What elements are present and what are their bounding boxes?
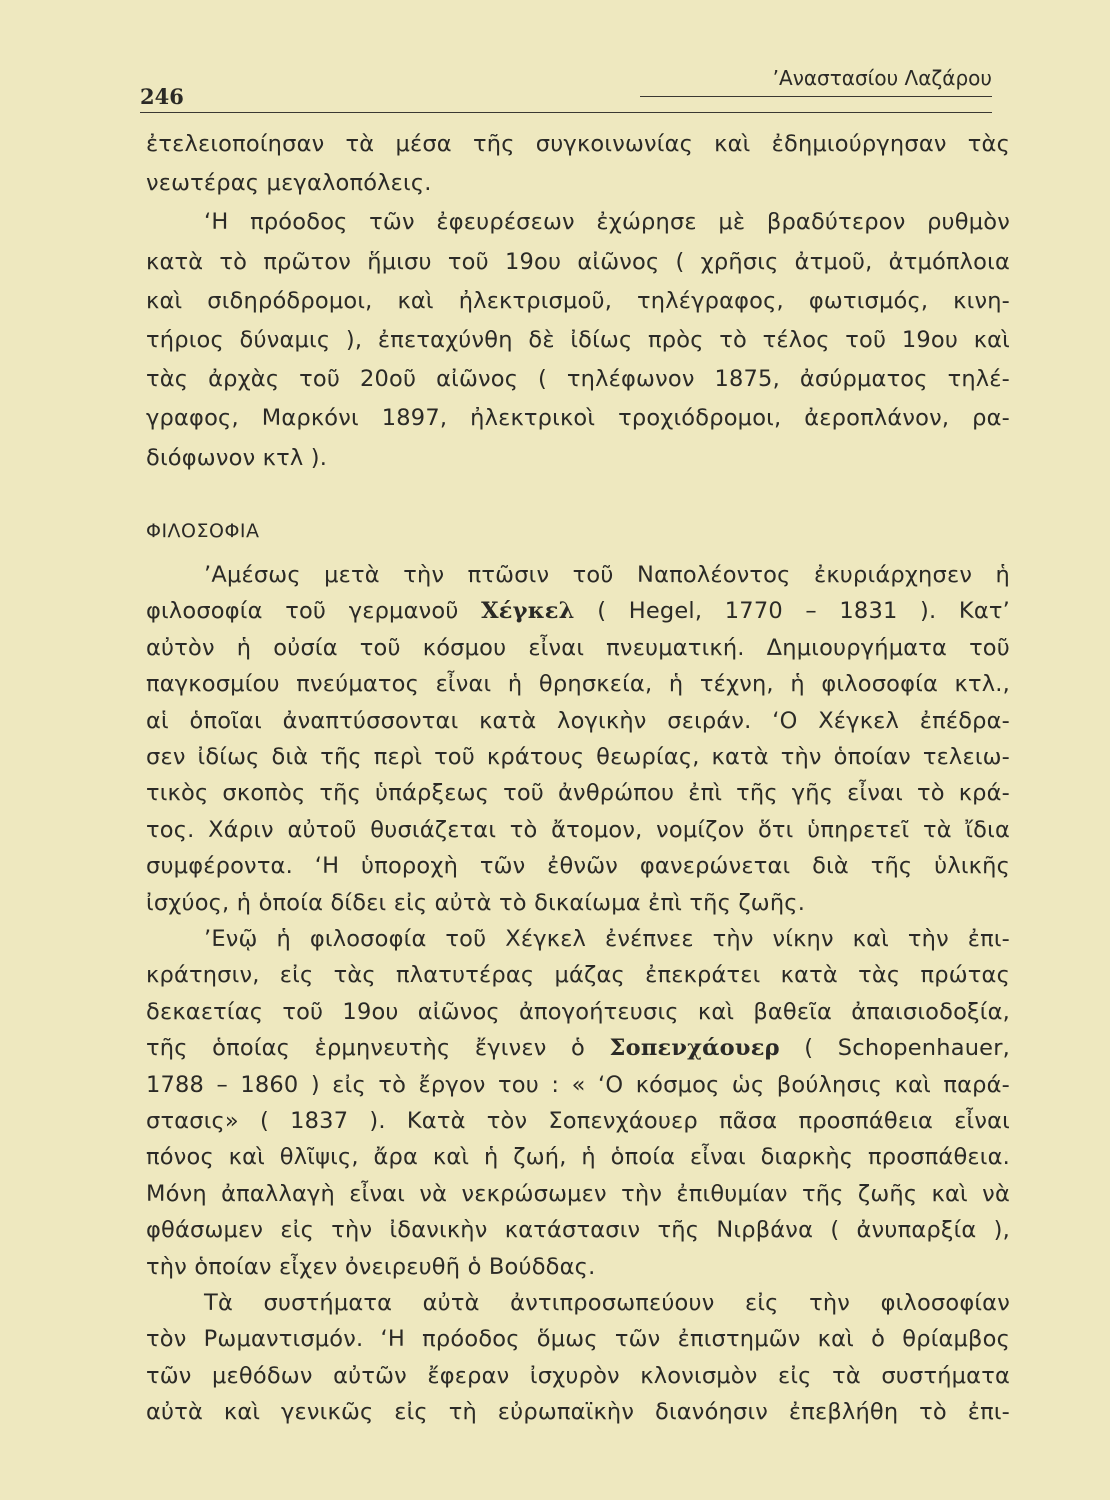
text-line: κράτησιν, εἰς τὰς πλατυτέρας μάζας ἐπεκράτει κατὰ τὰς πρώτας (146, 962, 1010, 989)
text-line: τὸν Ρωμαντισμόν. ‘Η πρόοδος ὅμως τῶν ἐπιστημῶν καὶ ὁ θρίαμβος (146, 1326, 1010, 1353)
text-segment: ( Schopenhauer, (779, 1035, 1010, 1062)
text-line: σεν ἰδίως διὰ τῆς περὶ τοῦ κράτους θεωρίας, κατὰ τὴν ὁποίαν τελειω- (146, 744, 1010, 770)
text-line: ‘Η πρόοδος τῶν ἐφευρέσεων ἐχώρησε μὲ βραδύτερον ρυθμὸν (204, 209, 1010, 236)
text-line: παγκοσμίου πνεύματος εἶναι ἡ θρησκεία, ἡ τέχνη, ἡ φιλοσοφία κτλ., (146, 671, 1010, 698)
text-line: τος. Χάριν αὐτοῦ θυσιάζεται τὸ ἄτομον, νομίζον ὅτι ὑπηρετεῖ τὰ ἴδια (146, 816, 1010, 843)
text-line (146, 1035, 1010, 1061)
text-line: πόνος καὶ θλῖψις, ἄρα καὶ ἡ ζωή, ἡ ὁποία εἶναι διαρκὴς προσπάθεια. (146, 1144, 1010, 1171)
text-line: τῶν μεθόδων αὐτῶν ἔφεραν ἰσχυρὸν κλονισμὸν εἰς τὰ συστήματα (146, 1362, 1010, 1389)
text-line: καὶ σιδηρόδρομοι, καὶ ἠλεκτρισμοῦ, τηλέγραφος, φωτισμός, κινη- (146, 287, 1010, 314)
header-rule-upper (640, 96, 992, 97)
bold-name: Σοπενχάουερ (609, 1035, 780, 1062)
text-segment: φιλοσοφία τοῦ γερμανοῦ (146, 598, 482, 625)
text-line: Μόνη ἀπαλλαγὴ εἶναι νὰ νεκρώσωμεν τὴν ἐπιθυμίαν τῆς ζωῆς καὶ νὰ (146, 1180, 1010, 1207)
text-line: αὐτὰ καὶ γενικῶς εἰς τὴ εὐρωπαϊκὴν διανόησιν ἐπεβλήθη τὸ ἐπι- (146, 1399, 1010, 1426)
text-line: ’Αμέσως μετὰ τὴν πτῶσιν τοῦ Ναπολέοντος ἐκυριάρχησεν ἡ (204, 562, 1010, 588)
text-line: ἰσχύος, ἡ ὁποία δίδει εἰς αὐτὰ τὸ δικαίωμα ἐπὶ τῆς ζωῆς. (146, 889, 806, 916)
section-heading: ΦΙΛΟΣΟΦΙΑ (146, 520, 260, 542)
text-line: Τὰ συστήματα αὐτὰ ἀντιπροσωπεύουν εἰς τὴν φιλοσοφίαν (204, 1290, 1010, 1316)
bold-name: Χέγκελ (481, 598, 575, 625)
text-line: στασις» ( 1837 ). Κατὰ τὸν Σοπενχάουερ πᾶσα προσπάθεια εἶναι (146, 1108, 1010, 1134)
text-line: δεκαετίας τοῦ 19ου αἰῶνος ἀπογοήτευσις καὶ βαθεῖα ἀπαισιοδοξία, (146, 998, 1010, 1025)
running-head: ’Αναστασίου Λαζάρου (772, 66, 992, 90)
text-line: ἐτελειοποίησαν τὰ μέσα τῆς συγκοινωνίας καὶ ἐδημιούργησαν τὰς (146, 131, 1010, 157)
text-line: αἱ ὁποῖαι ἀναπτύσσονται κατὰ λογικὴν σειράν. ‘Ο Χέγκελ ἐπέδρα- (146, 707, 1010, 734)
text-line: διόφωνον κτλ ). (146, 444, 328, 471)
text-segment: τῆς ὁποίας ἑρμηνευτὴς ἔγινεν ὁ (146, 1035, 610, 1062)
text-line: νεωτέρας μεγαλοπόλεις. (146, 170, 432, 197)
text-line: τήριος δύναμις ), ἐπεταχύνθη δὲ ἰδίως πρὸς τὸ τέλος τοῦ 19ου καὶ (146, 327, 1010, 353)
text-line: συμφέροντα. ‘Η ὑποροχὴ τῶν ἐθνῶν φανερώνεται διὰ τῆς ὑλικῆς (146, 853, 1010, 880)
text-line: τικὸς σκοπὸς τῆς ὑπάρξεως τοῦ ἀνθρώπου ἐπὶ τῆς γῆς εἶναι τὸ κρά- (146, 780, 1010, 807)
text-line: ’Ενῷ ἡ φιλοσοφία τοῦ Χέγκελ ἐνέπνεε τὴν νίκην καὶ τὴν ἐπι- (204, 926, 1010, 952)
header-rule (140, 112, 992, 113)
text-line: 1788 – 1860 ) εἰς τὸ ἔργον του : « ‘Ο κόσμος ὡς βούλησις καὶ παρά- (146, 1071, 1010, 1098)
text-segment: ( Hegel, 1770 – 1831 ). Κατ’ (574, 598, 1011, 625)
text-line: γραφος, Μαρκόνι 1897, ἠλεκτρικοὶ τροχιόδρομοι, ἀεροπλάνον, ρα- (146, 405, 1010, 432)
page-number: 246 (140, 84, 184, 109)
text-line: αὐτὸν ἡ οὐσία τοῦ κόσμου εἶναι πνευματική. Δημιουργήματα τοῦ (146, 634, 1010, 661)
text-line (146, 598, 1010, 624)
text-line: κατὰ τὸ πρῶτον ἥμισυ τοῦ 19ου αἰῶνος ( χρῆσις ἀτμοῦ, ἀτμόπλοια (146, 248, 1010, 275)
text-line: φθάσωμεν εἰς τὴν ἰδανικὴν κατάστασιν τῆς Νιρβάνα ( ἀνυπαρξία ), (146, 1217, 1010, 1244)
text-line: τὰς ἀρχὰς τοῦ 20οῦ αἰῶνος ( τηλέφωνον 1875, ἀσύρματος τηλέ- (146, 366, 1010, 393)
text-line: τὴν ὁποίαν εἶχεν ὀνειρευθῆ ὁ Βούδδας. (146, 1253, 596, 1280)
